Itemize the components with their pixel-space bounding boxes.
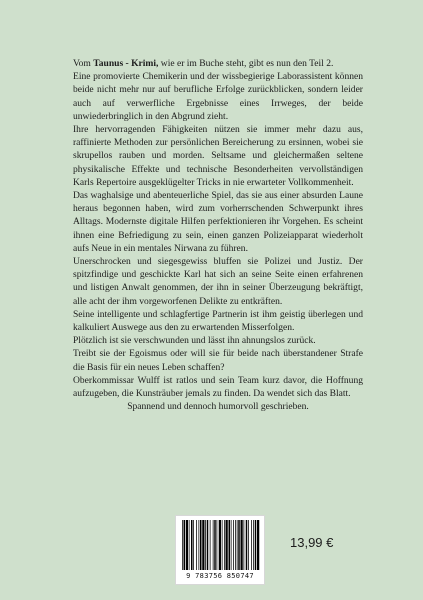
blurb-text — [73, 57, 363, 413]
paragraph-5: Seine intelligente und schlagfertige Partnerin ist ihm geistig überlegen und kalkuliert Auswege aus den zu erwartenden Misserfolgen. — [73, 308, 363, 334]
isbn-number: 9 783756 850747 — [186, 572, 254, 580]
paragraph-3: Das waghalsige und abenteuerliche Spiel, das sie aus einer absurden Laune heraus begonnen haben, wird zum vorherrschenden Schwerpunkt ihres Alltags. Modernste digitale Hilfen perfektionieren ihr Vorgehen. Es scheint ihnen eine Befriedigung zu sein, einen ganzen Polizeiapparat wiederholt aufs Neue in ein mentales Nirwana zu führen. — [73, 190, 363, 254]
paragraph-8: Oberkommissar Wulff ist ratlos und sein Team kurz davor, die Hoffnung aufzugeben, die Kunsträuber jemals zu finden. Da wendet sich das Blatt. — [73, 374, 363, 400]
closing-line: Spannend und dennoch humorvoll geschrieben. — [127, 401, 309, 413]
lead-post: wie er im Buche steht, gibt es nun den Teil 2. — [158, 58, 334, 69]
paragraph-1: Eine promovierte Chemikerin und der wissbegierige Laborassistent können beide nicht mehr nur auf berufliche Erfolge zurückblicken, sondern leider auch auf verwerfliche Ergebnisse eines Irrweges, der beide unwiederbringlich in den Abgrund zieht. — [73, 71, 363, 122]
paragraph-6: Plötzlich ist sie verschwunden und lässt ihn ahnungslos zurück. — [73, 335, 316, 347]
lead-title: Taunus - Krimi, — [93, 58, 159, 69]
price-label: 13,99 € — [290, 535, 334, 550]
barcode — [175, 515, 265, 585]
paragraph-7: Treibt sie der Egoismus oder will sie für beide nach überstandener Strafe die Basis für ein neues Leben schaffen? — [73, 348, 363, 373]
lead-pre: Vom — [73, 58, 94, 69]
paragraph-2: Ihre hervorragenden Fähigkeiten nützen sie immer mehr dazu aus, raffinierte Methoden zur persönlichen Bereicherung zu ersinnen, wobei sie skrupellos rauben und morden. Seltsame und gleichermaßen seltene physikalische Effekte und technische Besonderheiten vervollständigen Karls Repertoire ausgeklügelter Tricks in nie erwarteter Vollkommenheit. — [73, 124, 363, 188]
barcode-bars — [180, 520, 260, 572]
paragraph-4: Unerschrocken und siegesgewiss bluffen sie Polizei und Justiz. Der spitzfindige und geschickte Karl hat sich an seine Seite einen erfahrenen und listigen Anwalt genommen, der ihn in seiner Überzeugung bekräftigt, alle acht der ihm vorgeworfenen Delikte zu entkräften. — [73, 256, 363, 307]
lead-line — [73, 57, 363, 70]
